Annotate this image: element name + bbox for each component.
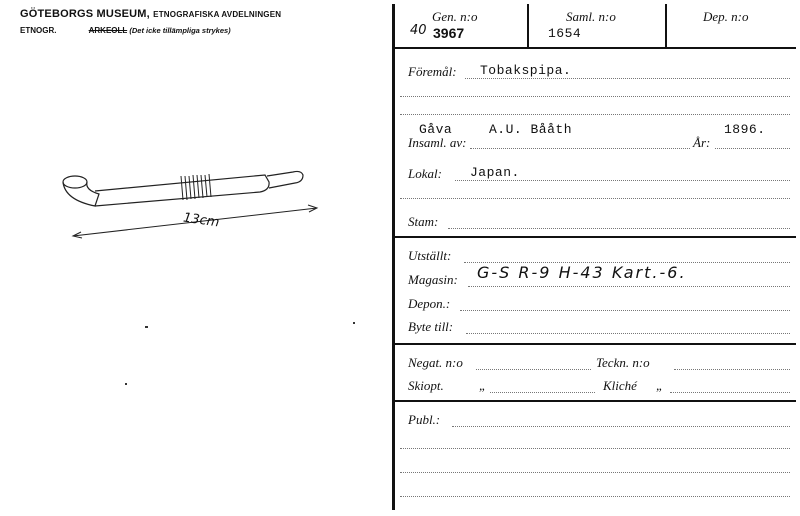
magasin-line	[468, 286, 790, 287]
saml-label: Saml. n:o	[566, 9, 616, 24]
pipe-bowl-body	[63, 182, 99, 206]
pipe-mouthpiece	[267, 171, 303, 188]
publ-label: Publ.:	[408, 412, 441, 427]
insaml-value: A.U. Bååth	[489, 122, 573, 137]
card-header-rule	[392, 47, 796, 49]
kliche-ditto: „	[656, 378, 664, 393]
teckn-line	[674, 369, 790, 370]
pipe-binding	[181, 174, 211, 200]
utstallt-label: Utställt:	[408, 248, 452, 263]
negat-label: Negat. n:o	[408, 355, 463, 370]
skiopt-ditto: „	[479, 378, 487, 393]
card-rule-3	[392, 343, 796, 345]
card-divider-2	[665, 4, 667, 48]
lokal-label: Lokal:	[408, 166, 442, 181]
speck	[125, 383, 127, 385]
ar-label: År:	[693, 135, 711, 150]
pipe-bowl	[63, 176, 87, 188]
stam-label: Stam:	[408, 214, 439, 229]
magasin-label: Magasin:	[408, 272, 458, 287]
pipe-sketch	[55, 160, 335, 250]
foremal-value: Tobakspipa.	[480, 63, 572, 78]
skiopt-line	[490, 392, 595, 393]
category-arkeol-struck: ARKEOLL	[88, 26, 128, 35]
foremal-line-3	[400, 114, 790, 115]
category-line	[20, 26, 231, 35]
card-rule-4	[392, 400, 796, 402]
card-left-border	[392, 4, 395, 510]
depon-line	[460, 310, 790, 311]
speck	[353, 322, 355, 324]
ar-line	[715, 148, 790, 149]
category-note: (Det icke tillämpliga strykes)	[129, 26, 231, 35]
insaml-label: Insaml. av:	[408, 135, 467, 150]
scale-label: 13cm	[182, 210, 221, 231]
teckn-label: Teckn. n:o	[596, 355, 650, 370]
ar-value: 1896.	[724, 122, 766, 137]
publ-line-2	[400, 448, 790, 449]
saml-value: 1654	[548, 26, 582, 41]
card-rule-2	[392, 236, 796, 238]
depon-label: Depon.:	[408, 296, 451, 311]
publ-line-3	[400, 472, 790, 473]
foremal-line-2	[400, 96, 790, 97]
speck	[145, 326, 148, 328]
museum-name: GÖTEBORGS MUSEUM,	[20, 8, 150, 20]
museum-header	[20, 8, 281, 20]
insaml-line	[470, 148, 690, 149]
lokal-line-2	[400, 198, 790, 199]
foremal-label: Föremål:	[408, 64, 457, 79]
publ-line	[452, 426, 790, 427]
byte-line	[466, 333, 790, 334]
department-name: ETNOGRAFISKA AVDELNINGEN	[153, 10, 282, 19]
gen-value: 3967	[433, 25, 465, 41]
magasin-value: G-S R-9 H-43 Kart.-6.	[477, 263, 687, 282]
kliche-line	[670, 392, 790, 393]
card-divider-1	[527, 4, 529, 48]
publ-line-4	[400, 496, 790, 497]
dep-label: Dep. n:o	[703, 9, 749, 24]
stam-line	[448, 228, 790, 229]
lokal-value: Japan.	[470, 165, 520, 180]
negat-line	[476, 369, 591, 370]
kliche-label: Kliché	[603, 378, 637, 393]
gava-value: Gåva	[419, 122, 453, 137]
foremal-line	[465, 78, 790, 79]
gen-label: Gen. n:o	[432, 9, 478, 24]
lokal-line	[455, 180, 790, 181]
byte-label: Byte till:	[408, 319, 454, 334]
skiopt-label: Skiopt.	[408, 378, 444, 393]
gen-prefix: 40	[410, 23, 427, 38]
category-etnogr: ETNOGR.	[20, 26, 57, 35]
